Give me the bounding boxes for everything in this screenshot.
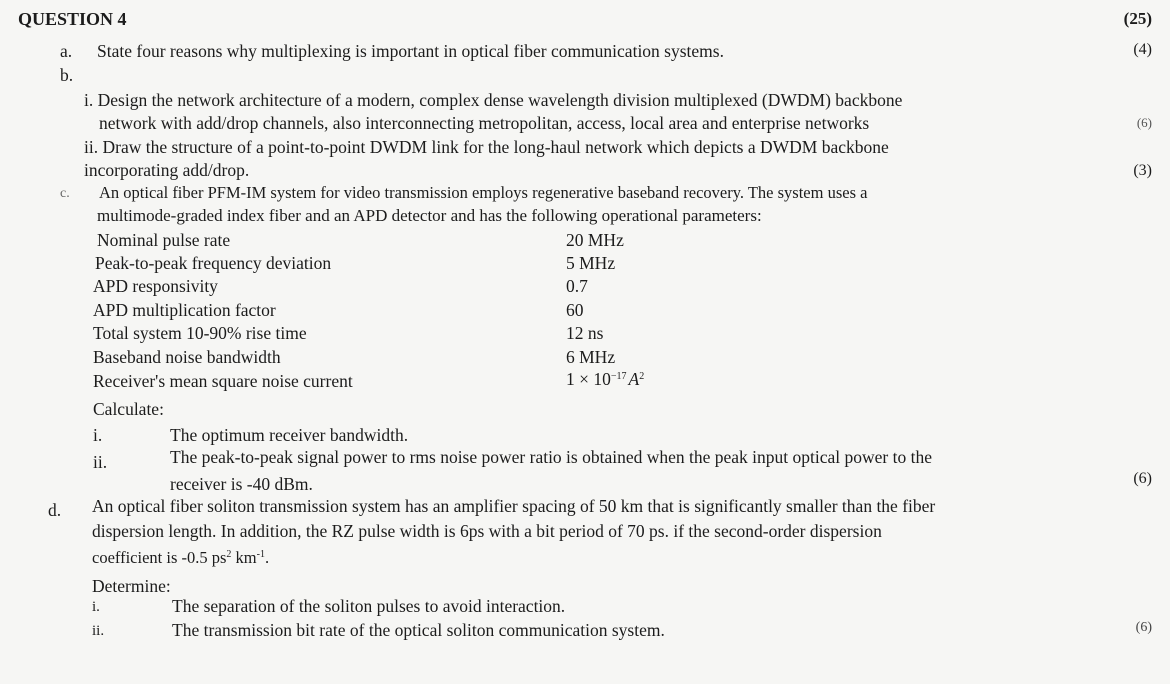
part-d-ii-num: ii. xyxy=(92,623,105,639)
part-a-label: a. xyxy=(60,41,73,61)
part-b-label: b. xyxy=(60,65,74,85)
part-d-line3: coefficient is -0.5 $ps^2$ $km^{-1}$. xyxy=(92,548,270,567)
param-value: 0.7 xyxy=(566,276,588,296)
param-value: 20 MHz xyxy=(566,230,624,250)
param-name: Peak-to-peak frequency deviation xyxy=(95,253,332,273)
param-value: 5 MHz xyxy=(566,253,616,273)
determine-label: Determine: xyxy=(92,576,171,596)
calculate-label: Calculate: xyxy=(93,399,164,419)
part-c-i-num: i. xyxy=(93,425,103,445)
param-name: APD responsivity xyxy=(93,276,218,296)
part-c-line2: multimode-graded index fiber and an APD detector and has the following operational parameters: xyxy=(97,206,762,225)
part-b-ii-line2: incorporating add/drop. xyxy=(84,160,250,180)
part-a-text: State four reasons why multiplexing is important in optical fiber communication systems. xyxy=(97,41,724,61)
part-c-ii-text: The peak-to-peak signal power to rms noise power ratio is obtained when the peak input optical power to the xyxy=(170,447,933,467)
param-name: Nominal pulse rate xyxy=(97,230,231,250)
part-d-i-text: The separation of the soliton pulses to avoid interaction. xyxy=(172,596,566,616)
param-name: APD multiplication factor xyxy=(93,300,276,320)
param-value: 12 ns xyxy=(566,323,604,343)
part-d-label: d. xyxy=(48,500,62,520)
part-a-marks: (4) xyxy=(1133,41,1152,58)
part-d-line2: dispersion length. In addition, the RZ pulse width is 6ps with a bit period of 70 ps. if the second-order dispersion xyxy=(92,521,882,541)
part-d-marks: (6) xyxy=(1135,620,1152,635)
part-d-line1: An optical fiber soliton transmission system has an amplifier spacing of 50 km that is significantly smaller than the fiber xyxy=(92,496,936,516)
part-b-i-line2: network with add/drop channels, also interconnecting metropolitan, access, local area and enterprise networks xyxy=(99,113,870,133)
part-b-ii-line1: ii. Draw the structure of a point-to-point DWDM link for the long-haul network which depicts a DWDM backbone xyxy=(84,137,889,157)
part-d-i-num: i. xyxy=(92,599,100,615)
param-name: Receiver's mean square noise current xyxy=(93,371,353,391)
param-name: Total system 10-90% rise time xyxy=(93,323,307,343)
part-d-ii-text: The transmission bit rate of the optical soliton communication system. xyxy=(172,620,665,640)
total-marks: (25) xyxy=(1123,9,1152,28)
param-value-noise: $1 \times 10^{-17}$ $A^2$ xyxy=(566,369,645,389)
part-c-label: c. xyxy=(60,186,70,201)
part-c-ii-line2: receiver is -40 dBm. xyxy=(170,474,313,494)
part-c-i-text: The optimum receiver bandwidth. xyxy=(170,425,409,445)
part-b-i-line1: i. Design the network architecture of a modern, complex dense wavelength division multiplexed (DWDM) backbone xyxy=(84,90,903,110)
part-c-line1: An optical fiber PFM-IM system for video transmission employs regenerative baseband recovery. The system uses a xyxy=(99,183,868,202)
part-b-i-marks: (6) xyxy=(1136,115,1152,130)
param-value: 6 MHz xyxy=(566,347,616,367)
part-b-ii-marks: (3) xyxy=(1133,162,1152,179)
param-value: 60 xyxy=(566,300,584,320)
part-c-marks: (6) xyxy=(1133,470,1152,487)
param-name: Baseband noise bandwidth xyxy=(93,347,281,367)
question-title: QUESTION 4 xyxy=(18,9,127,29)
part-c-ii-num: ii. xyxy=(93,452,108,472)
